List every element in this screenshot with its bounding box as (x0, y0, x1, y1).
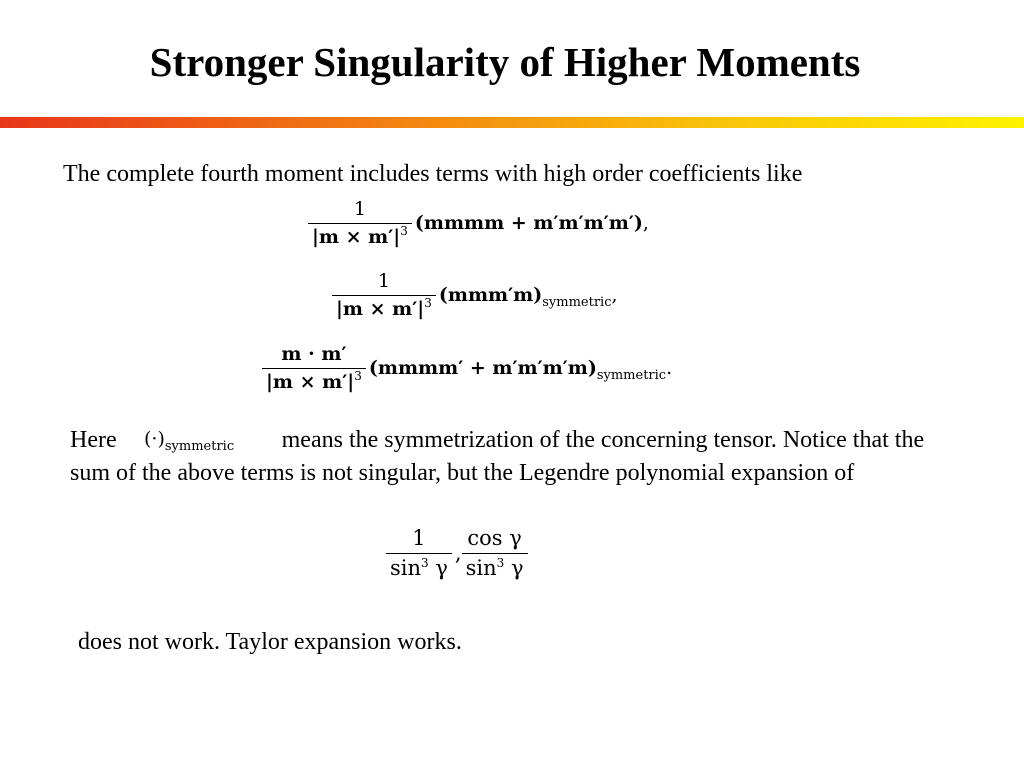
here-word: Here (70, 427, 117, 453)
title-gradient-bar (0, 117, 1024, 128)
equation-2-punct: , (611, 284, 618, 306)
intro-text: The complete fourth moment includes terms with high order coefficients like (63, 161, 803, 187)
explanation-text: means the symmetrization of the concerning tensor. Notice that the sum of the above terms is not singular, but the Legendre polynomial expansion of (70, 427, 925, 486)
equation-1-numerator: 1 (353, 198, 366, 220)
equation-3-fraction (262, 343, 366, 393)
equation-2-body: (mmm′m) (438, 284, 543, 306)
equation-3 (262, 343, 672, 393)
equation-2-fraction (332, 270, 436, 320)
conclusion-text: does not work. Taylor expansion works. (78, 629, 462, 655)
equation-3-numerator: m · m′ (281, 343, 347, 365)
slide-title: Stronger Singularity of Higher Moments (149, 39, 861, 85)
equation-3-subscript: symmetric (596, 367, 667, 383)
symmetric-operator (144, 428, 235, 454)
equation-3-punct: . (666, 357, 673, 379)
fraction-separator: , (454, 541, 462, 565)
inverse-sine-cubed-fraction (386, 526, 452, 580)
fraction-2-denominator: $\sin^3 \gamma$ (462, 553, 528, 580)
equation-2 (332, 270, 618, 320)
equation-3-denominator: $|m \times m'|^3$ (262, 368, 366, 393)
equation-2-denominator: $|m \times m'|^3$ (332, 295, 436, 320)
symmetric-operator-subscript: symmetric (164, 438, 235, 454)
cosine-over-sine-cubed-fraction (462, 526, 528, 580)
equation-1-punct: , (642, 212, 649, 234)
fraction-1-denominator: $\sin^3 \gamma$ (386, 553, 452, 580)
equation-2-numerator: 1 (377, 270, 390, 292)
angle-fractions (386, 526, 531, 580)
equation-2-subscript: symmetric (542, 294, 612, 310)
equation-1-fraction (308, 198, 412, 248)
equation-1-denominator: $|m \times m'|^3$ (308, 223, 412, 248)
equation-1 (308, 198, 649, 248)
equation-3-body: (mmmm′ + m′m′m′m) (368, 357, 597, 379)
fraction-2-numerator: cos γ (467, 526, 522, 550)
fraction-1-numerator: 1 (412, 526, 426, 550)
symmetric-operator-body: (·) (144, 428, 165, 450)
equation-1-body: (mmmm + m′m′m′m′) (414, 212, 643, 234)
